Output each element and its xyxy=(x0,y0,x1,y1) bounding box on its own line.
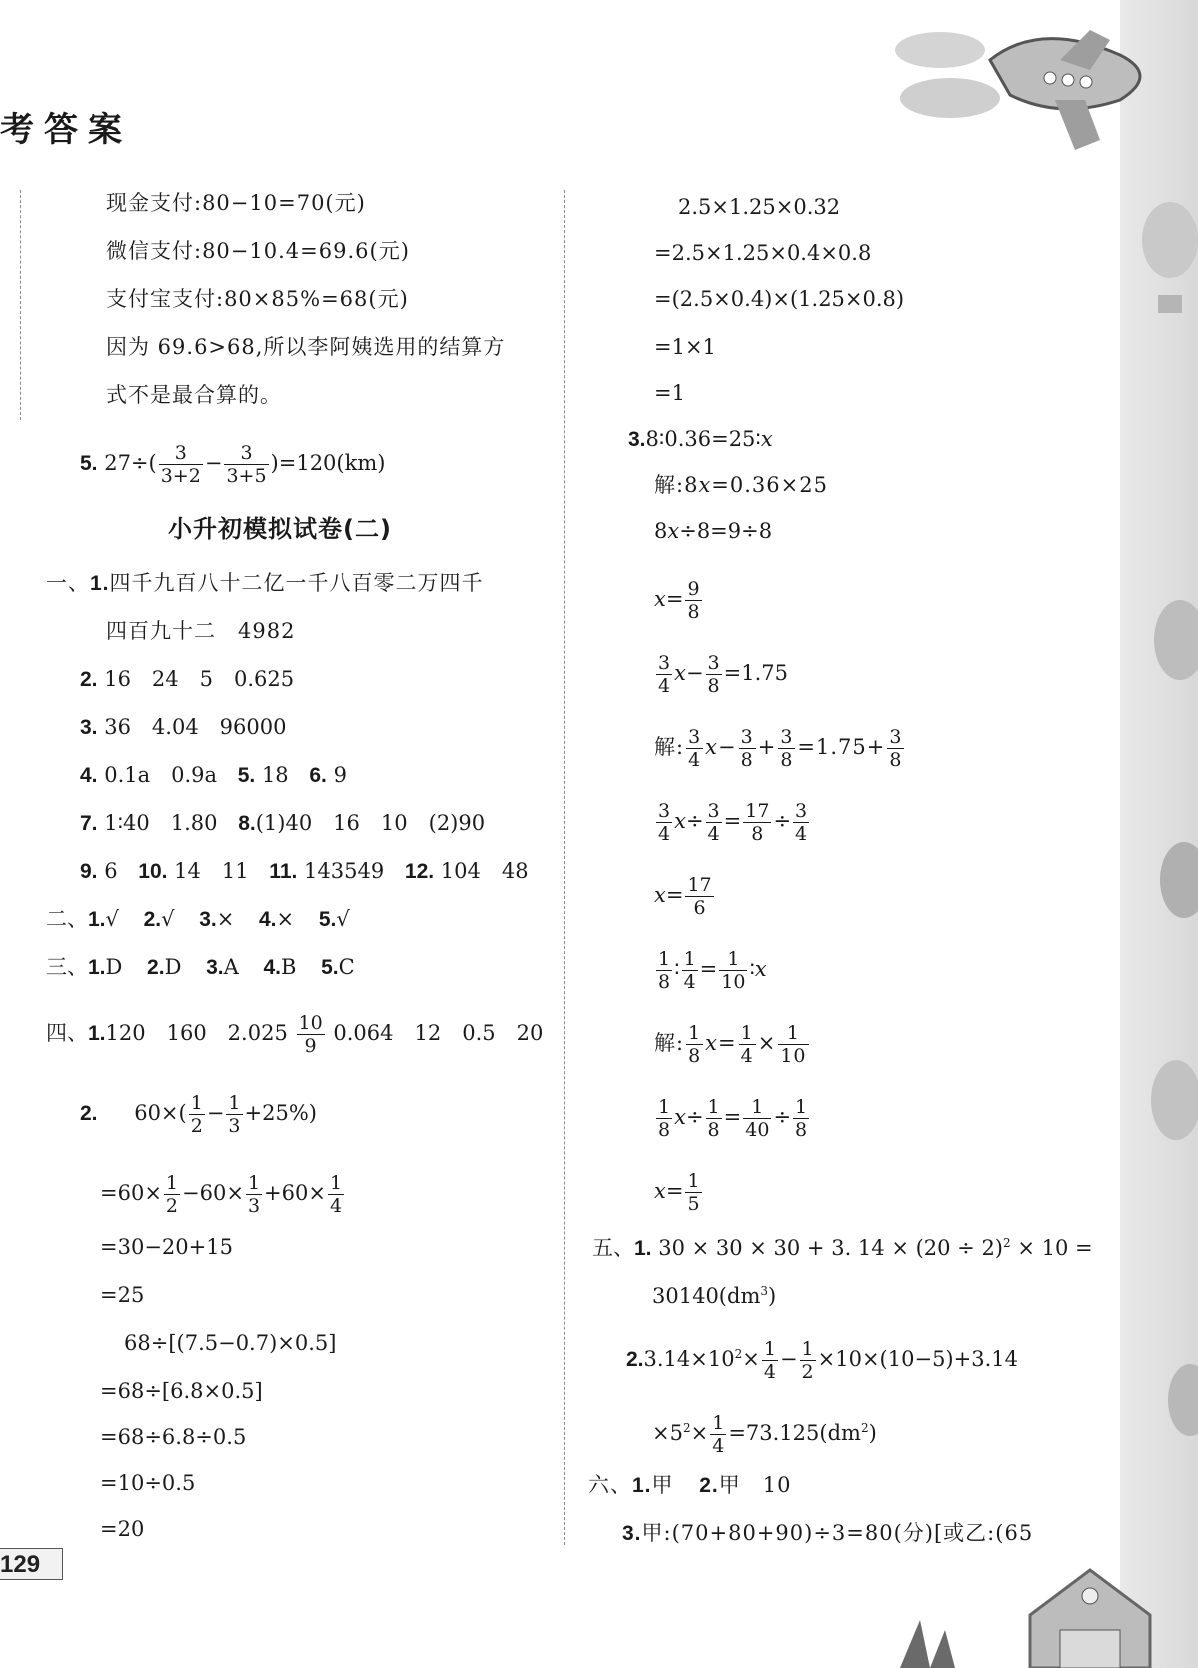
fraction: $\frac{3}{4}$ xyxy=(658,652,671,697)
r-eq3-step2: $\frac{1}{8}$ x÷ $\frac{1}{8}$ = $\frac{1}{40}$ ÷ $\frac{1}{8}$ xyxy=(658,1096,808,1141)
fraction: $\frac{1}{8}$ xyxy=(688,1022,702,1067)
fraction: $\frac{1}{8}$ xyxy=(658,1096,671,1141)
fraction: $\frac{1}{4}$ xyxy=(329,1172,343,1217)
fraction: $\frac{1}{8}$ xyxy=(658,948,671,993)
fraction: $\frac{1}{8}$ xyxy=(795,1096,808,1141)
r-q3: 3.8∶0.36=25∶x xyxy=(628,427,773,451)
fraction: $\frac{1}{8}$ xyxy=(707,1096,720,1141)
r-eq2-step1: 解: $\frac{3}{4}$ x− $\frac{3}{8}$ + $\frac{3}{8}$ =1.75+ $\frac{3}{8}$ xyxy=(654,726,903,771)
r-q3-step2: 8x÷8=9÷8 xyxy=(654,519,773,543)
page-number: 129 xyxy=(0,1551,41,1578)
fraction: $\frac{17}{6}$ xyxy=(687,874,712,919)
calc-line: =20 xyxy=(100,1517,145,1541)
fraction: $\frac{1}{3}$ xyxy=(247,1172,261,1217)
r-eq3-result: x= $\frac{1}{5}$ xyxy=(654,1170,700,1215)
text-line: 支付宝支付:80×85%=68(元) xyxy=(106,287,409,311)
expr: 27÷( xyxy=(104,451,157,475)
s1-q1-cont: 四百九十二 4982 xyxy=(106,619,296,643)
fraction: $\frac{9}{8}$ xyxy=(687,578,700,623)
r-q3-result: x= $\frac{9}{8}$ xyxy=(654,578,700,623)
calc-line: =1×1 xyxy=(654,335,716,359)
fraction: $\frac{17}{8}$ xyxy=(745,800,770,845)
r-eq3: $\frac{1}{8}$ ∶ $\frac{1}{4}$ = $\frac{1}{10}$ ∶x xyxy=(658,948,767,993)
text-line: 微信支付:80−10.4=69.6(元) xyxy=(106,239,410,263)
fraction: $\frac{1}{3}$ xyxy=(228,1092,241,1137)
fraction: $\frac{1}{2}$ xyxy=(165,1172,179,1217)
fraction: $\frac{3}{8}$ xyxy=(707,652,720,697)
calc-line: =68÷[6.8×0.5] xyxy=(100,1379,263,1403)
s4-q2-line2: =60× $\frac{1}{2}$ −60× $\frac{1}{3}$ +60× $\frac{1}{4}$ xyxy=(100,1172,343,1217)
calc-line: =2.5×1.25×0.4×0.8 xyxy=(654,241,872,265)
calc-line: 68÷[(7.5−0.7)×0.5] xyxy=(124,1331,337,1355)
fraction: $\frac{3}{4}$ xyxy=(688,726,702,771)
r-eq2-step2: $\frac{3}{4}$ x÷ $\frac{3}{4}$ = $\frac{17}{8}$ ÷ $\frac{3}{4}$ xyxy=(658,800,808,845)
fraction: $\frac{1}{2}$ xyxy=(190,1092,203,1137)
s6-q1-2: 六、1.甲 2.甲 10 xyxy=(588,1473,792,1497)
fraction: $\frac{1}{5}$ xyxy=(687,1170,700,1215)
answer-5: 5. 27÷( $\frac{3}{3+2}$ − $\frac{3}{3+5}$ )=120(km) xyxy=(80,442,386,487)
s1-q4-6: 4. 0.1a 0.9a 5. 18 6. 9 xyxy=(80,763,347,787)
fraction: $\frac{1}{40}$ xyxy=(745,1096,770,1141)
left-margin-divider xyxy=(20,190,21,420)
balloons-illustration xyxy=(1120,200,1198,1450)
fraction: $\frac{1}{4}$ xyxy=(763,1338,776,1383)
r-eq2: $\frac{3}{4}$ x− $\frac{3}{8}$ =1.75 xyxy=(658,652,788,697)
fraction: $\frac{3}{3+2}$ xyxy=(160,442,201,487)
fraction: $\frac{1}{2}$ xyxy=(801,1338,814,1383)
text-line: 式不是最合算的。 xyxy=(106,383,282,407)
fraction: $\frac{3}{8}$ xyxy=(740,726,754,771)
s1-q3: 3. 36 4.04 96000 xyxy=(80,715,287,739)
calc-line: =1 xyxy=(654,381,685,405)
fraction: $\frac{3}{4}$ xyxy=(707,800,720,845)
fraction: $\frac{10}{9}$ xyxy=(298,1012,323,1057)
calc-line: =(2.5×0.4)×(1.25×0.8) xyxy=(654,287,905,311)
s5-q2-cont: $\times 5^2\times$ $\frac{1}{4}$ $=73.125(dm^2)$ xyxy=(652,1412,877,1457)
q-num: 5. xyxy=(80,452,98,475)
r-eq2-result: x= $\frac{17}{6}$ xyxy=(654,874,712,919)
s6-q3: 3.甲:(70+80+90)÷3=80(分)[或乙:(65 xyxy=(622,1521,1034,1545)
airplane-clouds-illustration xyxy=(860,0,1198,180)
s5-q1: 五、1. 30 × 30 × 30 + 3. $14 \times (20 \div 2)^2 \times 10$ = xyxy=(592,1236,1093,1260)
fraction: $\frac{1}{10}$ xyxy=(721,948,746,993)
calc-line: =30−20+15 xyxy=(100,1235,233,1259)
fraction: $\frac{3}{4}$ xyxy=(795,800,808,845)
s1-q2: 2. 16 24 5 0.625 xyxy=(80,667,295,691)
s3-answers: 三、1.D 2.D 3.A 4.B 5.C xyxy=(46,955,355,979)
s5-q2: $2.3.14\times 10^2\times$ $\frac{1}{4}$ − $\frac{1}{2}$ ×10×(10−5)+3.14 xyxy=(626,1338,1018,1383)
fraction: $\frac{1}{4}$ xyxy=(740,1022,754,1067)
text-line: 现金支付:80−10=70(元) xyxy=(106,191,366,215)
r-eq3-step1: 解: $\frac{1}{8}$ x= $\frac{1}{4}$ × $\frac{1}{10}$ xyxy=(654,1022,807,1067)
calc-line: =25 xyxy=(100,1283,145,1307)
s2-answers: 二、1.√ 2.√ 3.× 4.× 5.√ xyxy=(46,907,350,931)
fraction: $\frac{1}{4}$ xyxy=(683,948,696,993)
section-title: 小升初模拟试卷(二) xyxy=(168,515,392,543)
fraction: $\frac{1}{10}$ xyxy=(780,1022,807,1067)
s4-q1: 四、1.120 160 2.025 $\frac{10}{9}$ 0.064 12 0.5 20 xyxy=(46,1012,544,1057)
calc-line: =68÷6.8÷0.5 xyxy=(100,1425,247,1449)
fraction: $\frac{3}{3+5}$ xyxy=(226,442,267,487)
calc-line: 2.5×1.25×0.32 xyxy=(678,195,841,219)
fraction: $\frac{3}{8}$ xyxy=(780,726,794,771)
s1-q1: 一、1.四千九百八十二亿一千八百零二万四千 xyxy=(46,571,484,595)
page-header-title: 考答案 xyxy=(0,110,132,150)
s4-q2-line1: 2. 60×( $\frac{1}{2}$ − $\frac{1}{3}$ +25%) xyxy=(80,1092,317,1137)
column-divider xyxy=(564,190,565,1545)
fraction: $\frac{1}{4}$ xyxy=(712,1412,725,1457)
barn-illustration xyxy=(870,1560,1198,1668)
s5-q1-cont: $30140(dm^3)$ xyxy=(652,1284,777,1308)
fraction: $\frac{3}{8}$ xyxy=(889,726,903,771)
fraction: $\frac{3}{4}$ xyxy=(658,800,671,845)
calc-line: =10÷0.5 xyxy=(100,1471,196,1495)
page-number-tab xyxy=(0,1548,63,1580)
r-q3-step1: 解:8x=0.36×25 xyxy=(654,473,828,497)
s1-q9-12: 9. 6 10. 14 11 11. 143549 12. 104 48 xyxy=(80,859,529,883)
text-line: 因为 69.6>68,所以李阿姨选用的结算方 xyxy=(106,335,506,359)
s1-q7-8: 7. 1∶40 1.80 8.(1)40 16 10 (2)90 xyxy=(80,811,486,835)
